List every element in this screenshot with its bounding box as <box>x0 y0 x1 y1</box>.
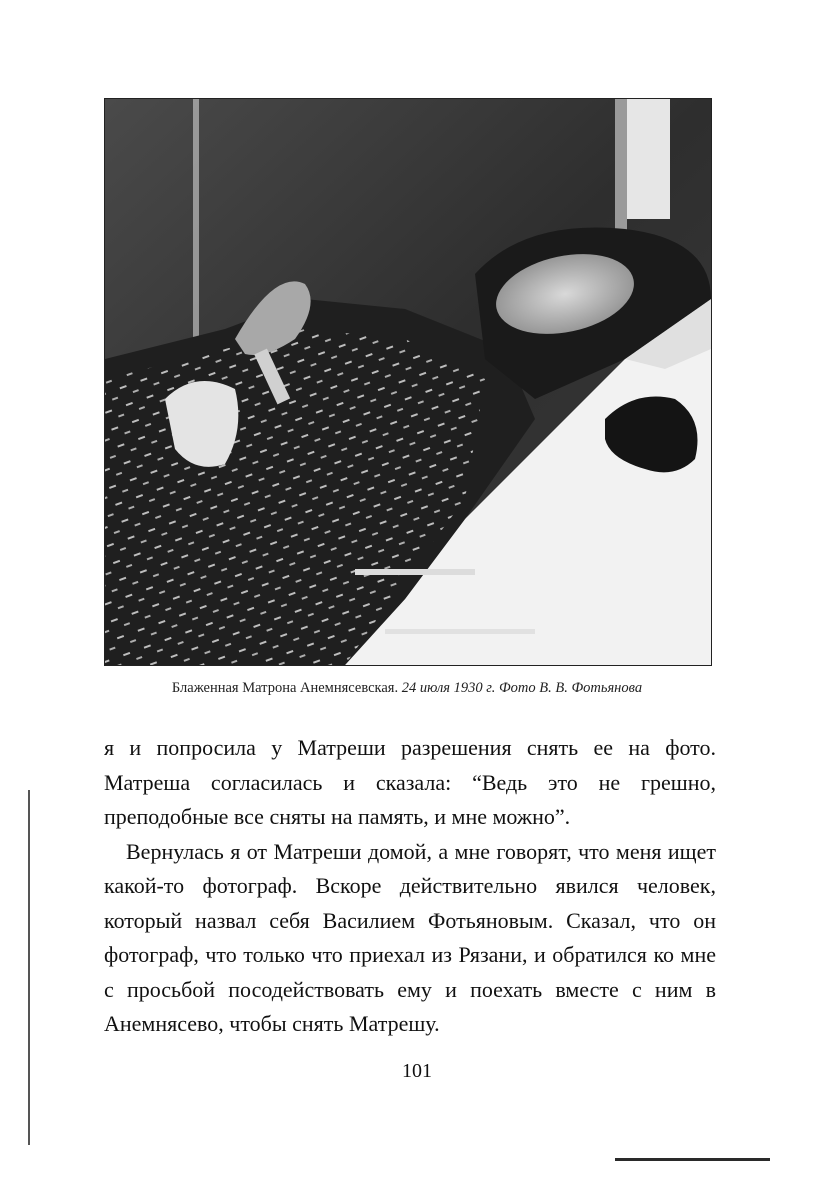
scan-mark-bottom <box>615 1158 770 1161</box>
photograph-image <box>105 99 711 665</box>
page-number: 101 <box>402 1060 432 1082</box>
body-text <box>104 731 716 1042</box>
paragraph-2: Вернулась я от Матреши домой, а мне говорят, что меня ищет какой-то фотограф. Вскоре действительно явился человек, который назвал себя Василием Фотьяновым. Сказал, что он фотограф, что только что приехал из Рязани, и обратился ко мне с просьбой посодействовать ему и поехать вместе с ним в Анемнясево, чтобы снять Матрешу. <box>104 838 716 1036</box>
caption-detail: 24 июля 1930 г. Фото В. В. Фотьянова <box>401 680 643 696</box>
caption-name: Блаженная Матрона Анемнясевская. <box>171 680 399 696</box>
scan-shadow-left <box>28 790 30 1145</box>
photo-caption <box>104 680 710 697</box>
paragraph-1: я и попросила у Матреши разрешения снять ее на фото. Матреша согласилась и сказала: “Ведь это не грешно, преподобные все сняты на память, и мне можно”. <box>104 735 716 829</box>
photograph <box>104 98 712 666</box>
